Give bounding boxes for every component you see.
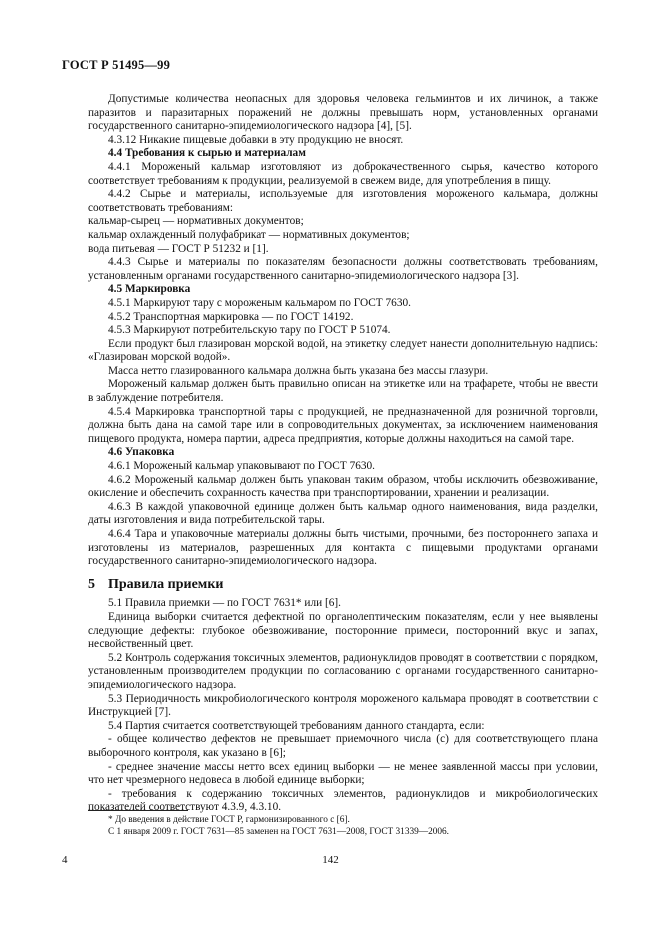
list-item: кальмар-сырец — нормативных документов; [88,215,304,228]
paragraph: 5.3 Периодичность микробиологического контроля мороженого кальмара проводят в соответствии с Инструкцией [7]. [88,692,598,719]
paragraph: 4.4.3 Сырье и материалы по показателям безопасности должны соответствовать требованиям, установленным органами государственного санитарно-эпидемиологического надзора [3]. [88,256,598,282]
subsection-heading: 4.5 Маркировка [108,283,191,296]
page-number: 4 [62,854,68,866]
paragraph: 4.6.1 Мороженый кальмар упаковывают по ГОСТ 7630. [108,460,375,473]
paragraph: 4.3.12 Никакие пищевые добавки в эту продукцию не вносят. [108,133,404,146]
paragraph: 4.5.2 Транспортная маркировка — по ГОСТ 14192. [108,310,354,323]
list-item: кальмар охлажденный полуфабрикат — нормативных документов; [88,228,410,241]
subsection-heading: 4.4 Требования к сырью и материалам [108,147,306,160]
paragraph: - среднее значение массы нетто всех единиц выборки — не менее заявленной массы при условии, что нет чрезмерного недовеса в любой единице выборки; [88,760,598,787]
section-heading [88,578,598,592]
footnote: * До введения в действие ГОСТ Р, гармонизированного с [6]. [108,815,350,825]
collection-page-number: 142 [322,854,339,866]
section-number: 5 [88,576,95,592]
paragraph: 4.6.3 В каждой упаковочной единице должен быть кальмар одного наименования, вида разделки, даты изготовления и вида потребительской тары. [88,500,598,527]
list-item: вода питьевая — ГОСТ Р 51232 и [1]. [88,242,269,255]
paragraph: 4.4.2 Сырье и материалы, используемые для изготовления мороженого кальмара, должны соответствовать требованиям: [88,188,598,214]
paragraph: Мороженый кальмар должен быть правильно описан на этикетке или на трафарете, чтобы не ввести в заблуждение потребителя. [88,378,598,405]
paragraph: 4.5.1 Маркируют тару с мороженым кальмаром по ГОСТ 7630. [108,296,411,309]
paragraph: 5.4 Партия считается соответствующей требованиям данного стандарта, если: [108,719,485,732]
footnotes [88,814,598,838]
paragraph: Допустимые количества неопасных для здоровья человека гельминтов и их личинок, а также паразитов и паразитарных поражений не должны превышать норм, установленных органами государственного санитарно-эпидемиологического надзора [4], [5]. [88,93,598,133]
paragraph: 4.6.2 Мороженый кальмар должен быть упакован таким образом, чтобы исключить обезвоживание, окисление и обеспечить сохранность качества при транспортировании, хранении и реализации. [88,473,598,500]
paragraph: 4.5.3 Маркируют потребительскую тару по ГОСТ Р 51074. [108,324,391,337]
paragraph: 4.6.4 Тара и упаковочные материалы должны быть чистыми, прочными, без постороннего запаха и изготовлены из материалов, разрешенных для контакта с пищевыми продуктами органами государственного санитарно-эпидемиологического надзора. [88,528,598,568]
document-body [88,93,598,815]
section-title: Правила приемки [108,576,224,592]
paragraph: 5.1 Правила приемки — по ГОСТ 7631* или [6]. [108,597,341,610]
paragraph: - требования к содержанию токсичных элементов, радионуклидов и микробиологических показателей соответствуют 4.3.9, 4.3.10. [88,787,598,814]
paragraph: - общее количество дефектов не превышает приемочного числа (c) для соответствующего плана выборочного контроля, как указано в [6]; [88,733,598,759]
paragraph: Масса нетто глазированного кальмара должна быть указана без массы глазури. [108,364,489,377]
paragraph: 4.4.1 Мороженый кальмар изготовляют из доброкачественного сырья, качество которого соответствует требованиям к продукции, реализуемой в свежем виде, для употребления в пищу. [88,160,598,187]
subsection-heading: 4.6 Упаковка [108,446,175,459]
paragraph: Если продукт был глазирован морской водой, на этикетку следует нанести дополнительную надпись: «Глазирован морской водой». [88,337,598,364]
footnote: С 1 января 2009 г. ГОСТ 7631—85 заменен на ГОСТ 7631—2008, ГОСТ 31339—2006. [108,827,449,837]
paragraph: Единица выборки считается дефектной по органолептическим показателям, если у нее выявлены следующие дефекты: глубокое обезвоживание, посторонние примеси, посторонний вкус и запах, несвойственный цвет. [88,610,598,651]
paragraph: 4.5.4 Маркировка транспортной тары с продукцией, не предназначенной для розничной торговли, должна быть дана на самой таре или в сопроводительных документах, за исключением наименования пищевого продукта, номера партии, адреса предприятия, которые должны находиться на самой таре. [88,405,598,445]
paragraph: 5.2 Контроль содержания токсичных элементов, радионуклидов проводят в соответствии с порядком, установленным производителем продукции по согласованию с органами государственного санитарно-эпидемиологического надзора. [88,651,598,691]
document-code-header: ГОСТ Р 51495—99 [62,58,171,72]
footnote-divider [88,810,188,811]
